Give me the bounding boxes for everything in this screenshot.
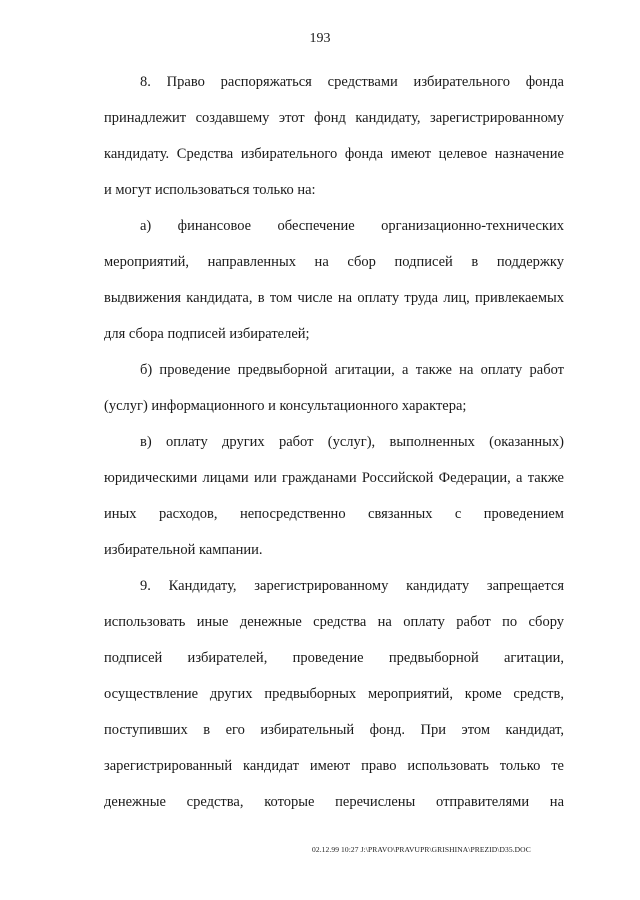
text-line: избирательной кампании. (104, 542, 263, 558)
text-line: 8. Право распоряжаться средствами избирательного фонда (140, 74, 564, 90)
text-line: и могут использоваться только на: (104, 182, 316, 198)
text-line: зарегистрированный кандидат имеют право использовать только те (104, 758, 564, 774)
text-line: (услуг) информационного и консультационного характера; (104, 398, 467, 414)
page-number: 193 (309, 31, 331, 46)
text-line: юридическими лицами или гражданами Российской Федерации, а также (104, 470, 564, 486)
document-body (104, 64, 564, 820)
text-line: кандидату. Средства избирательного фонда имеют целевое назначение (104, 146, 564, 162)
text-line: подписей избирателей, проведение предвыборной агитации, (104, 650, 564, 666)
text-line: а) финансовое обеспечение организационно-технических (140, 218, 564, 234)
file-path-footer: 02.12.99 10:27 J:\PRAVO\PRAVUPR\GRISHINA\PREZID\D35.DOC (312, 845, 531, 854)
text-line: выдвижения кандидата, в том числе на оплату труда лиц, привлекаемых (104, 290, 564, 306)
text-line: в) оплату других работ (услуг), выполненных (оказанных) (140, 434, 564, 450)
text-line: осуществление других предвыборных мероприятий, кроме средств, (104, 686, 564, 702)
text-line: иных расходов, непосредственно связанных с проведением (104, 506, 564, 522)
text-line: 9. Кандидату, зарегистрированному кандидату запрещается (140, 578, 564, 594)
text-line: принадлежит создавшему этот фонд кандидату, зарегистрированному (104, 110, 564, 126)
text-line: поступивших в его избирательный фонд. При этом кандидат, (104, 722, 564, 738)
text-line: б) проведение предвыборной агитации, а также на оплату работ (140, 362, 564, 378)
text-line: использовать иные денежные средства на оплату работ по сбору (104, 614, 564, 630)
text-line: мероприятий, направленных на сбор подписей в поддержку (104, 254, 564, 270)
text-line: денежные средства, которые перечислены отправителями на (104, 794, 564, 810)
text-line: для сбора подписей избирателей; (104, 326, 310, 342)
